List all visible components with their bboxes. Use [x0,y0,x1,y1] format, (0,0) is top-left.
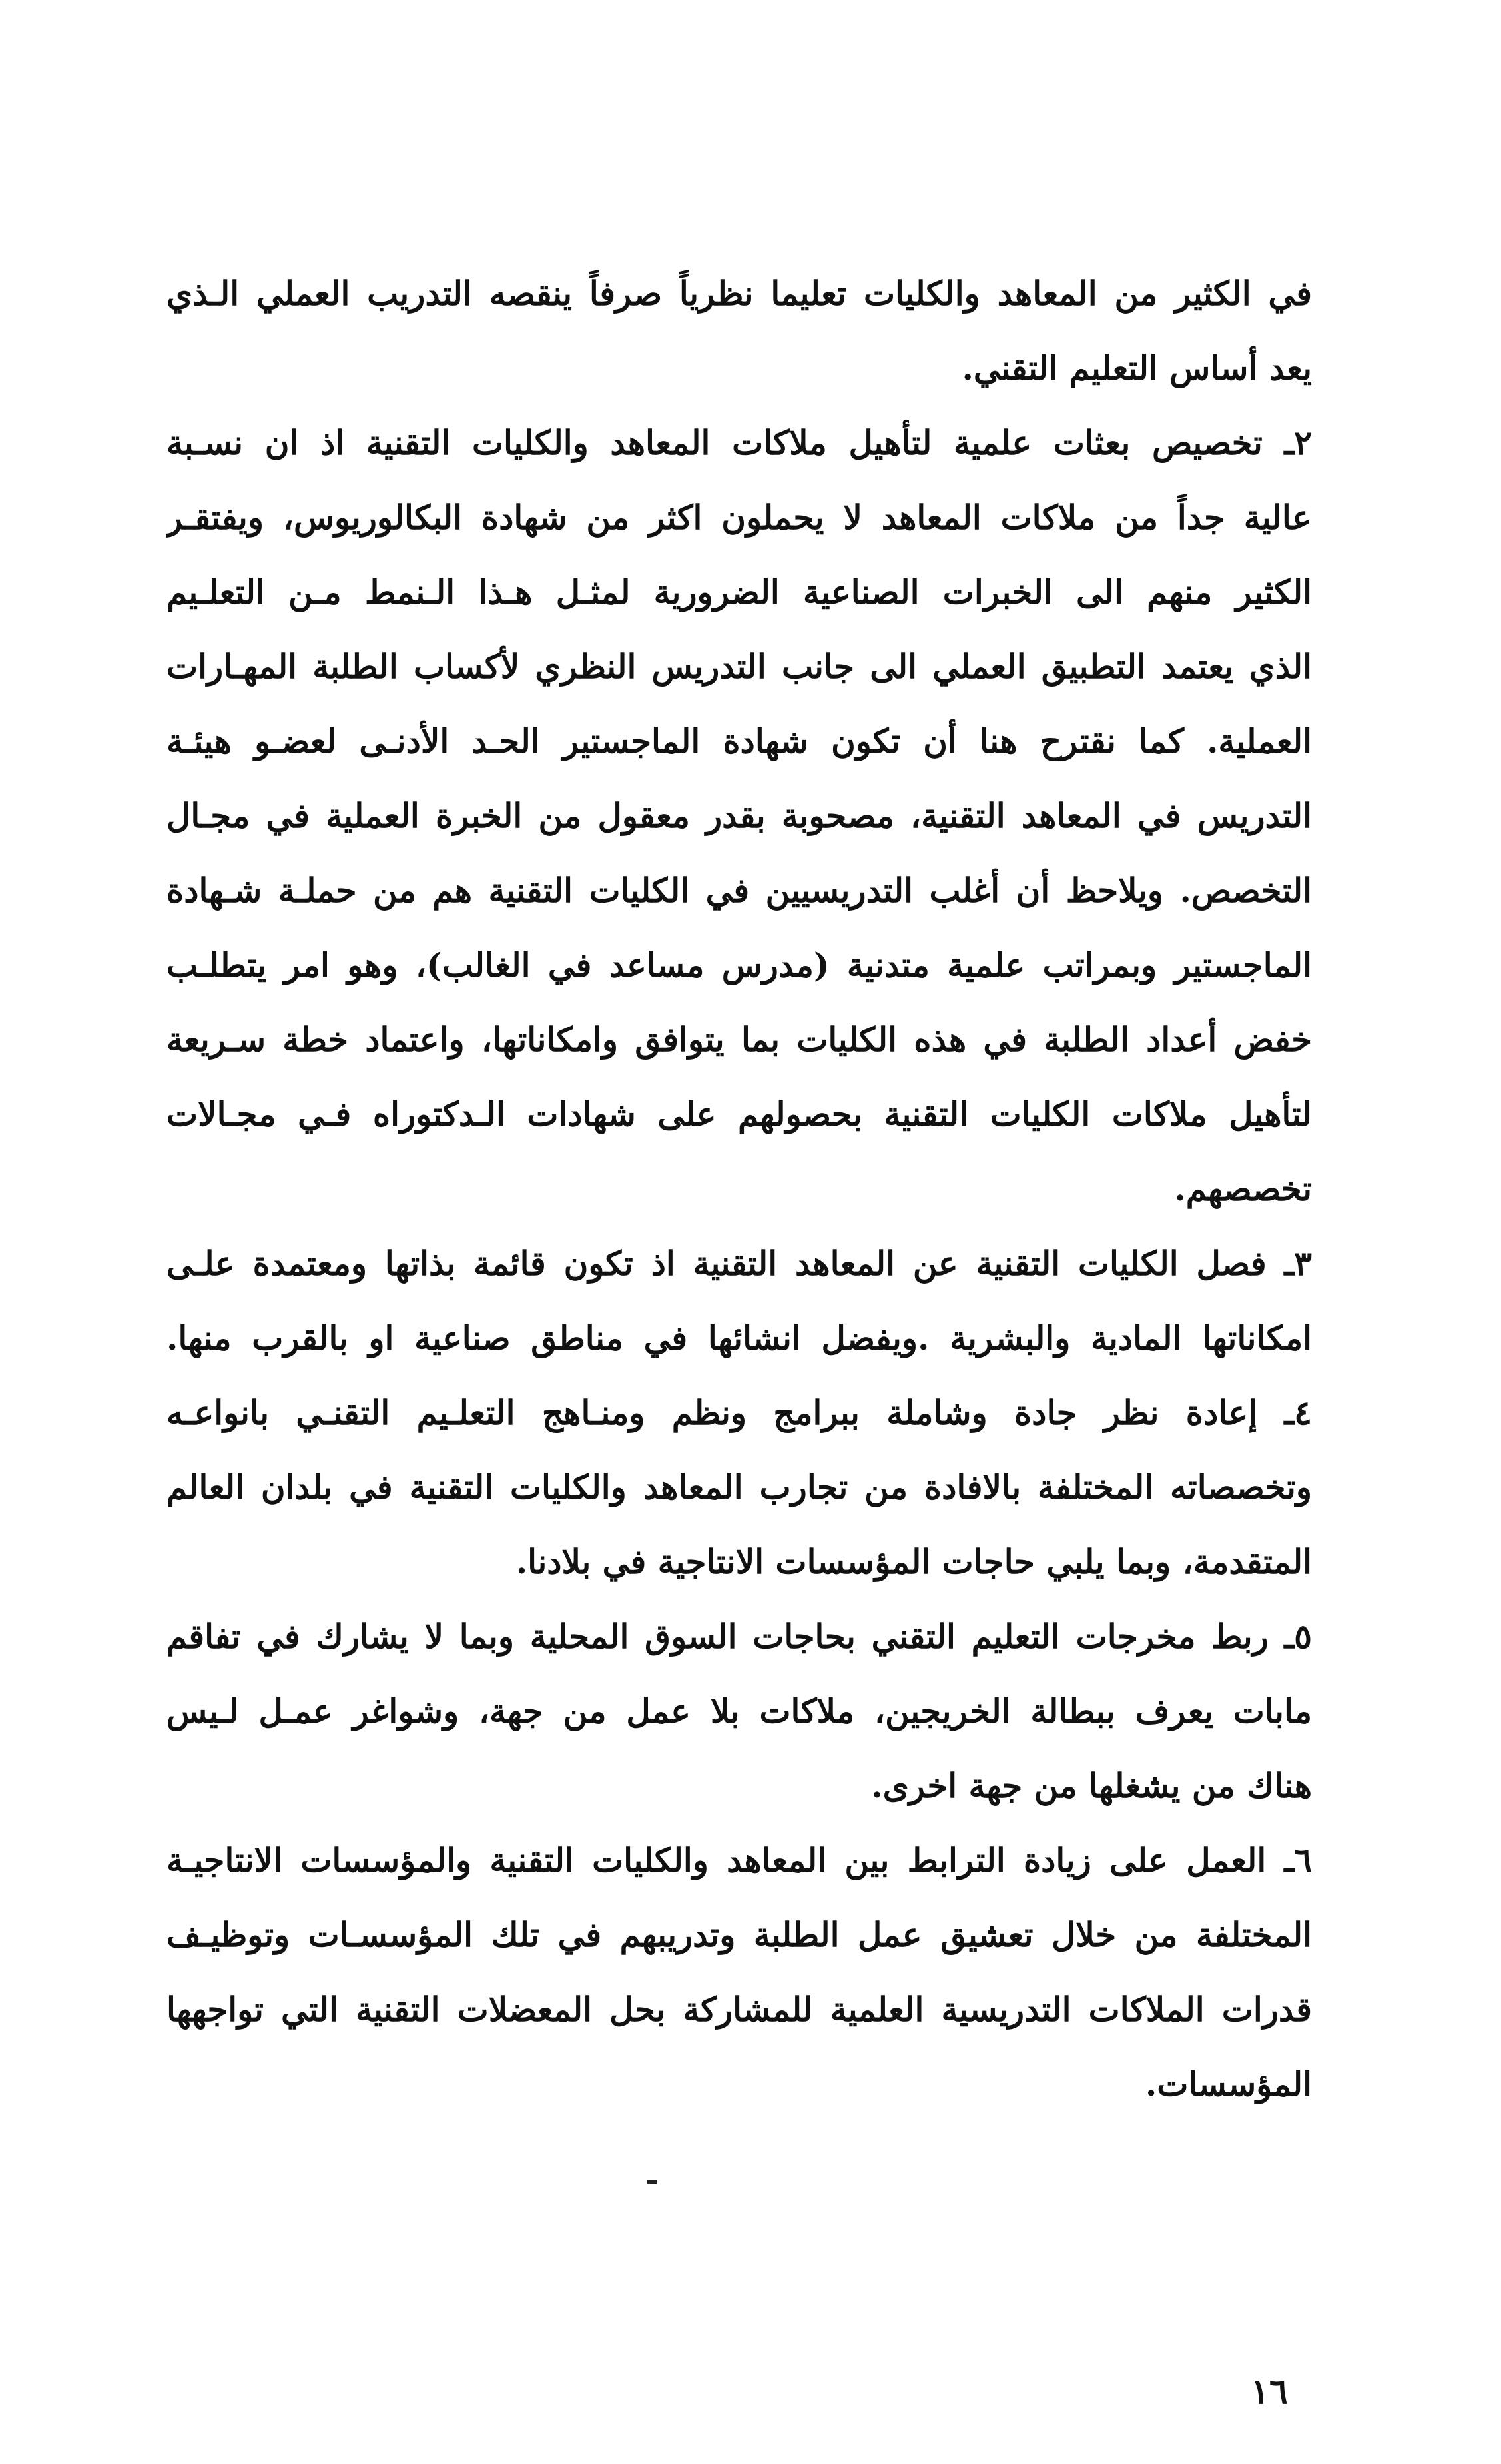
text-line: ٦ـ العمل على زيادة الترابط بين المعاهد والكليات التقنية والمؤسسات الانتاجيـة [166,1841,1312,1880]
text-line: الماجستير وبمراتب علمية متدنية (مدرس مساعد في الغالب)، وهو امر يتطلـب [166,945,1312,985]
text-line: العملية. كما نقترح هنا أن تكون شهادة الماجستير الحـد الأدنـى لعضـو هيئـة [166,721,1312,761]
text-line: التخصص. ويلاحظ أن أغلب التدريسيين في الكليات التقنية هم من حملـة شـهادة [166,871,1312,910]
text-line: التدريس في المعاهد التقنية، مصحوبة بقدر معقول من الخبرة العملية في مجـال [166,796,1312,835]
text-line: ٣ـ فصل الكليات التقنية عن المعاهد التقنية اذ تكون قائمة بذاتها ومعتمدة علـى [166,1244,1312,1283]
text-line: في الكثير من المعاهد والكليات تعليما نظرياً صرفاً ينقصه التدريب العملي الـذي [166,274,1312,313]
text-line: خفض أعداد الطلبة في هذه الكليات بما يتوافق وامكاناتها، واعتماد خطة سـريعة [166,1020,1312,1059]
text-line: قدرات الملاكات التدريسية العلمية للمشاركة بحل المعضلات التقنية التي تواجهها [166,1990,1312,2029]
text-line: تخصصهم. [1174,1169,1312,1208]
text-line: المؤسسات. [1145,2064,1312,2104]
text-line: الكثير منهم الى الخبرات الصناعية الضرورية لمثـل هـذا الـنمط مـن التعلـيم [166,572,1312,612]
text-line: امكاناتها المادية والبشرية .ويفضل انشائها في مناطق صناعية او بالقرب منها. [166,1318,1312,1358]
text-line: ٤ـ إعادة نظر جادة وشاملة ببرامج ونظم ومنـاهج التعلـيم التقنـي بانواعـه [166,1393,1312,1432]
text-line: الذي يعتمد التطبيق العملي الى جانب التدريس النظري لأكساب الطلبة المهـارات [166,647,1312,686]
dash-mark [647,2180,657,2184]
text-line: مابات يعرف ببطالة الخريجين، ملاكات بلا عمل من جهة، وشواغر عمـل لـيس [166,1691,1312,1731]
text-line: وتخصصاته المختلفة بالافادة من تجارب المعاهد والكليات التقنية في بلدان العالم [166,1467,1312,1507]
text-line: ٢ـ تخصيص بعثات علمية لتأهيل ملاكات المعاهد والكليات التقنية اذ ان نسـبة [166,423,1312,462]
text-line: عالية جداً من ملاكات المعاهد لا يحملون اكثر من شهادة البكالوريوس، ويفتقـر [166,498,1312,537]
body-text [166,256,1312,2122]
text-line: هناك من يشغلها من جهة اخرى. [871,1766,1312,1805]
text-line: ٥ـ ربط مخرجات التعليم التقني بحاجات السوق المحلية وبما لا يشارك في تفاقم [166,1617,1312,1656]
text-line: يعد أساس التعليم التقني. [962,348,1312,388]
text-line: المختلفة من خلال تعشيق عمل الطلبة وتدريبهم في تلك المؤسسـات وتوظيـف [166,1915,1312,1954]
page-number: ١٦ [1251,2371,1288,2412]
text-line: المتقدمة، وبما يلبي حاجات المؤسسات الانتاجية في بلادنا. [515,1542,1312,1581]
text-line: لتأهيل ملاكات الكليات التقنية بحصولهم على شهادات الـدكتوراه فـي مجـالات [166,1094,1312,1134]
